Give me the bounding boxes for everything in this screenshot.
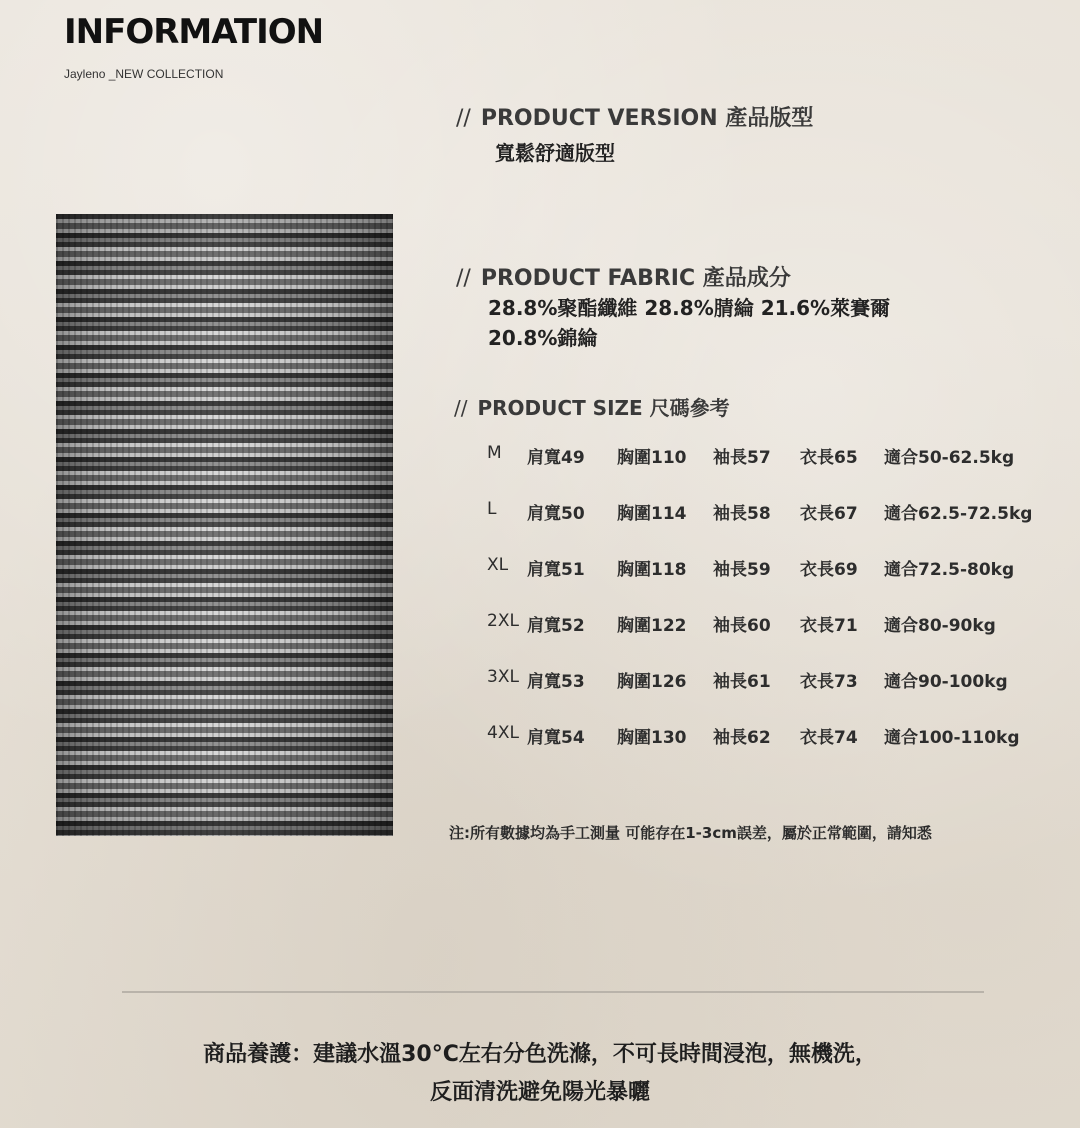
size-slash: // — [454, 396, 468, 420]
size-label: 4XL — [487, 723, 519, 743]
fabric-slash: // — [456, 266, 471, 291]
chest: 胸圍114 — [617, 504, 687, 524]
size-label: M — [487, 443, 502, 463]
measurement-note: 注:所有數據均為手工測量 可能存在1-3cm誤差，屬於正常範圍，請知悉 — [449, 824, 932, 842]
brand-subtitle: Jayleno _NEW COLLECTION — [64, 67, 224, 81]
shoulder-width: 肩寬54 — [527, 728, 585, 748]
weight-range: 適合100-110kg — [884, 728, 1020, 748]
fabric-heading — [456, 261, 791, 292]
version-slash: // — [456, 106, 471, 131]
care-line-2: 反面清洗避免陽光暴曬 — [429, 1080, 650, 1105]
divider — [122, 991, 984, 993]
sleeve-length: 袖長61 — [713, 672, 771, 692]
body-length: 衣長74 — [800, 728, 858, 748]
fabric-line-2: 20.8%錦綸 — [488, 326, 598, 350]
size-label: XL — [487, 555, 509, 575]
shoulder-width: 肩寬50 — [527, 504, 585, 524]
fabric-heading-text: PRODUCT FABRIC 產品成分 — [480, 266, 791, 291]
chest: 胸圍130 — [617, 728, 687, 748]
size-label: 2XL — [487, 611, 519, 631]
version-heading — [456, 101, 813, 132]
size-label: L — [487, 499, 497, 519]
version-value: 寬鬆舒適版型 — [495, 141, 615, 165]
size-heading-text: PRODUCT SIZE 尺碼參考 — [477, 396, 730, 420]
chest: 胸圍122 — [617, 616, 687, 636]
shoulder-width: 肩寬51 — [527, 560, 585, 580]
shoulder-width: 肩寬49 — [527, 448, 585, 468]
chest: 胸圍126 — [617, 672, 687, 692]
sleeve-length: 袖長57 — [713, 448, 771, 468]
sleeve-length: 袖長62 — [713, 728, 771, 748]
sleeve-length: 袖長58 — [713, 504, 771, 524]
page-title: INFORMATION — [64, 12, 324, 52]
weight-range: 適合80-90kg — [884, 616, 996, 636]
fabric-line-1: 28.8%聚酯纖維 28.8%腈綸 21.6%萊賽爾 — [488, 296, 891, 320]
fabric-composition — [488, 293, 890, 353]
weight-range: 適合62.5-72.5kg — [884, 504, 1033, 524]
body-length: 衣長73 — [800, 672, 858, 692]
body-length: 衣長69 — [800, 560, 858, 580]
body-length: 衣長71 — [800, 616, 858, 636]
size-heading — [454, 392, 730, 421]
care-instructions — [0, 1036, 1080, 1112]
chest: 胸圍110 — [617, 448, 687, 468]
fabric-texture-image — [56, 214, 393, 836]
sleeve-length: 袖長59 — [713, 560, 771, 580]
weight-range: 適合90-100kg — [884, 672, 1008, 692]
version-heading-text: PRODUCT VERSION 產品版型 — [480, 106, 814, 131]
weight-range: 適合72.5-80kg — [884, 560, 1015, 580]
body-length: 衣長65 — [800, 448, 858, 468]
care-line-1: 商品養護：建議水溫30°C左右分色洗滌，不可長時間浸泡，無機洗， — [203, 1042, 877, 1067]
size-label: 3XL — [487, 667, 519, 687]
body-length: 衣長67 — [800, 504, 858, 524]
sleeve-length: 袖長60 — [713, 616, 771, 636]
shoulder-width: 肩寬53 — [527, 672, 585, 692]
shoulder-width: 肩寬52 — [527, 616, 585, 636]
weight-range: 適合50-62.5kg — [884, 448, 1015, 468]
chest: 胸圍118 — [617, 560, 687, 580]
